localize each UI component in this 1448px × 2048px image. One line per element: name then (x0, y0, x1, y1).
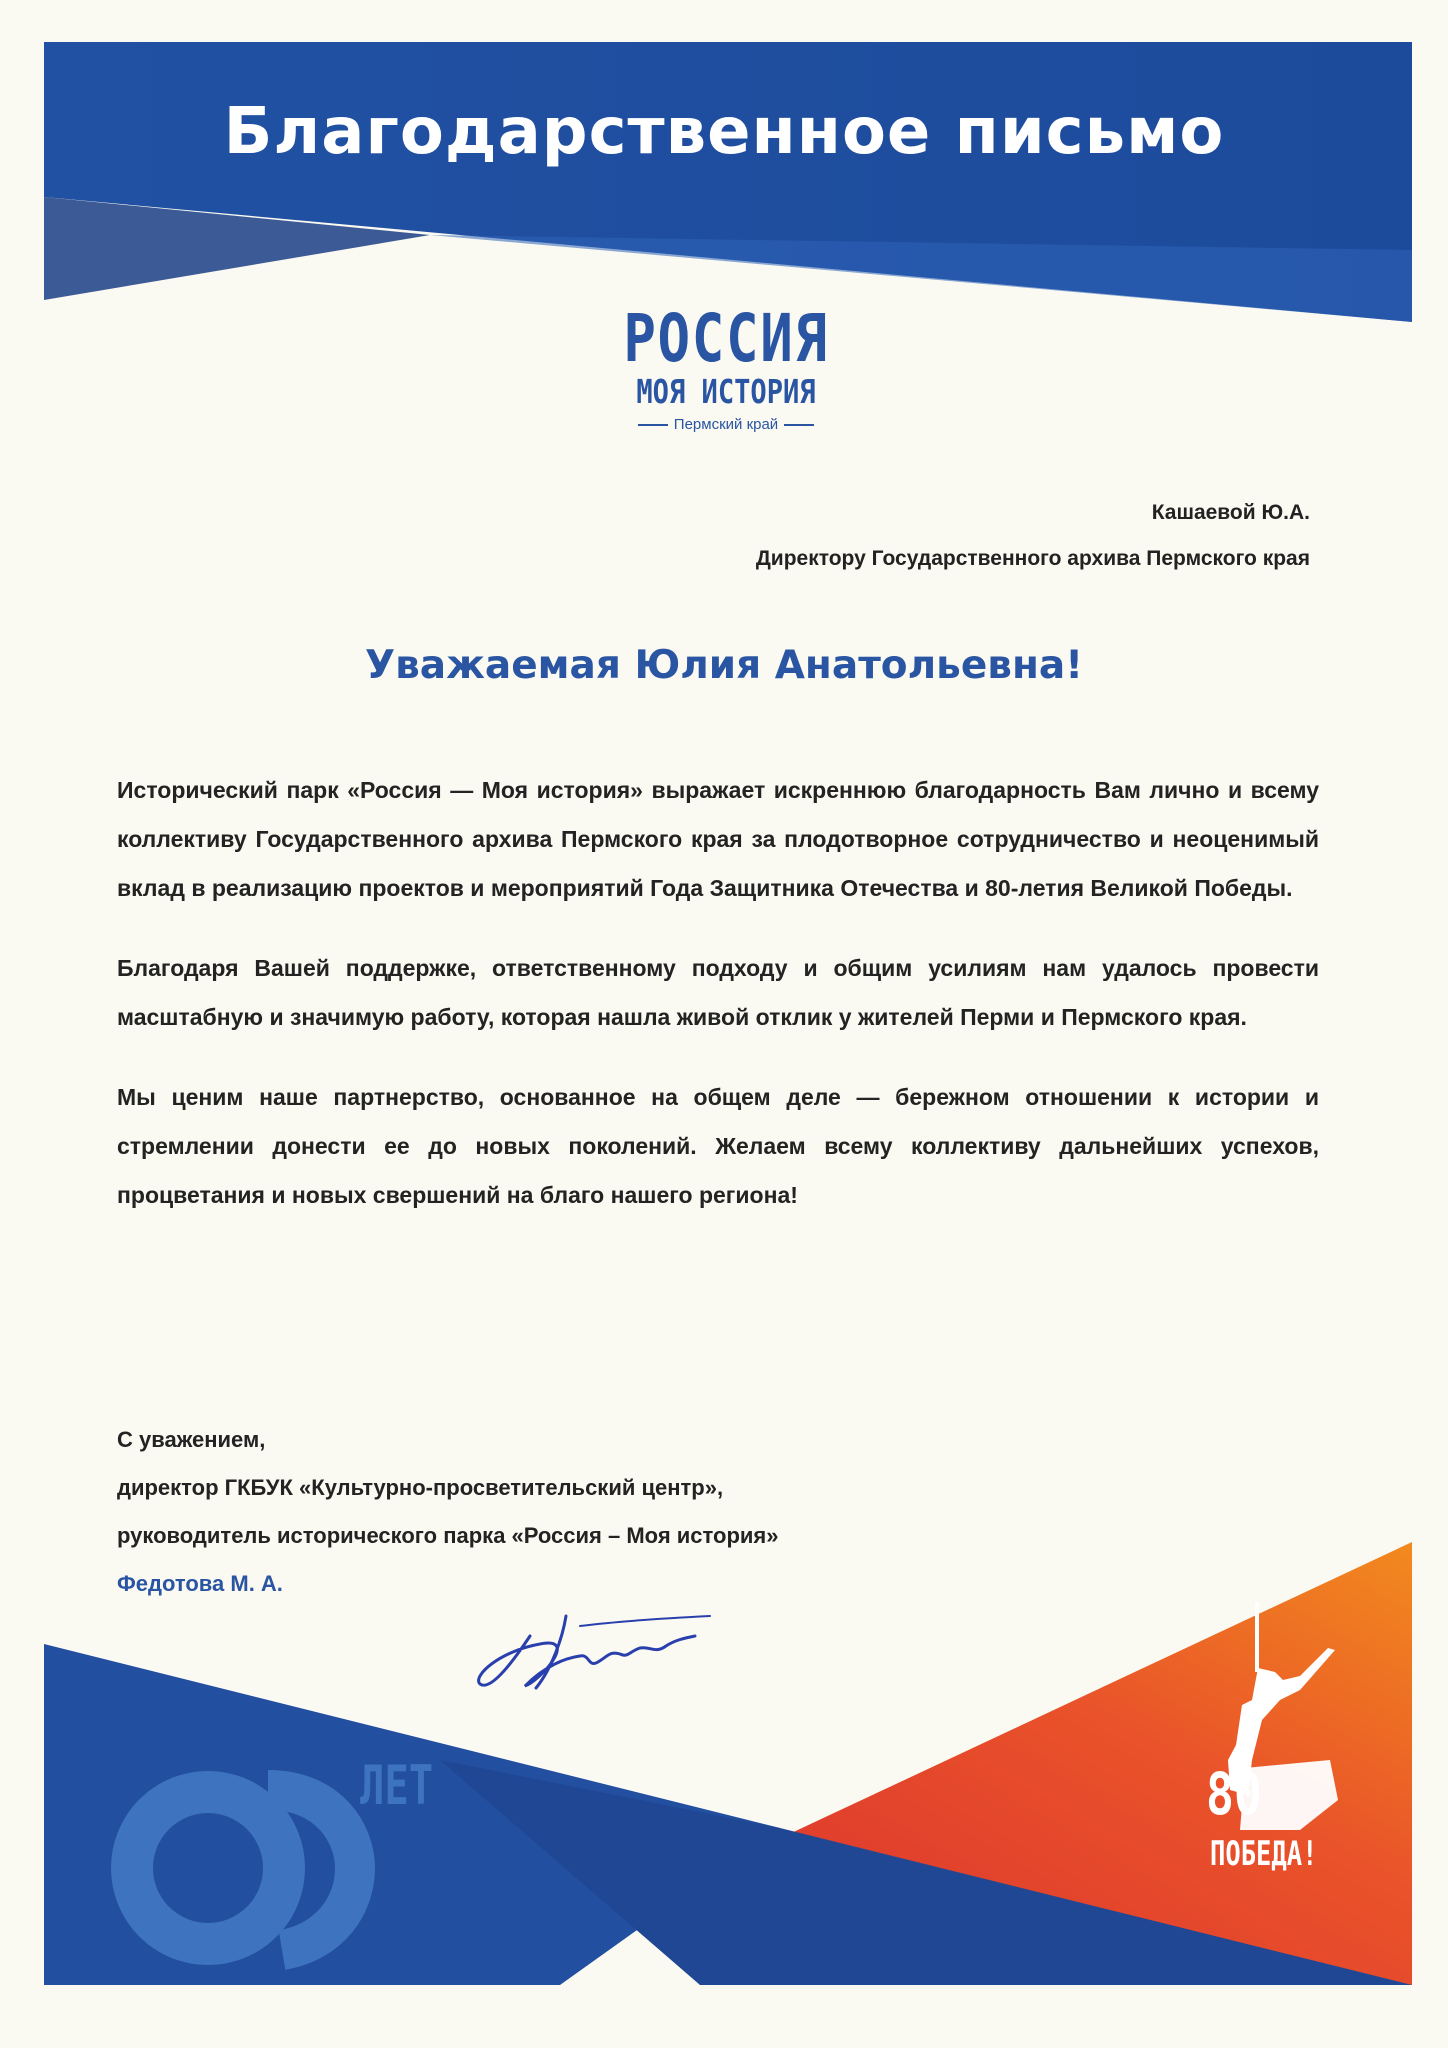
closing-title-1: директор ГКБУК «Культурно-просветительский центр», (117, 1475, 724, 1500)
closing-block (117, 1416, 778, 1608)
addressee-position: Директору Государственного архива Пермского края (755, 547, 1310, 570)
header-band-highlight (430, 235, 1412, 322)
body-paragraph: Мы ценим наше партнерство, основанное на общем деле — бережном отношении к истории и стремлении донести ее до новых поколений. Желаем всему коллективу дальнейших успехов, процветания и новых свершений на благо нашего региона! (117, 1084, 1319, 1208)
anniversary-word: ЛЕТ (360, 1754, 434, 1817)
addressee-block (756, 490, 1310, 582)
letter-title: Благодарственное письмо (223, 95, 1225, 169)
logo-line-2: МОЯ ИСТОРИЯ (636, 372, 816, 411)
victory-word: ПОБЕДА! (1210, 1834, 1318, 1874)
handwritten-signature (470, 1596, 740, 1706)
closing-regards: С уважением, (117, 1427, 266, 1452)
logo-line-3 (596, 412, 856, 438)
russia-my-history-logo (596, 300, 856, 438)
salutation: Уважаемая Юлия Анатольевна! (365, 643, 1083, 688)
addressee-name: Кашаевой Ю.А. (1151, 501, 1310, 524)
body-paragraph: Исторический парк «Россия — Моя история» выражает искреннюю благодарность Вам лично и всему коллективу Государственного архива Пермского края за плодотворное сотрудничество и неоценимый вклад в реализацию проектов и мероприятий Года Защитника Отечества и 80-летия Великой Победы. (117, 777, 1319, 901)
signer-name: Федотова М. А. (117, 1571, 283, 1596)
body-paragraph: Благодаря Вашей поддержке, ответственному подходу и общим усилиям нам удалось провести масштабную и значимую работу, которая нашла живой отклик у жителей Перми и Пермского края. (117, 955, 1319, 1030)
closing-title-2: руководитель исторического парка «Россия – Моя история» (117, 1523, 779, 1548)
letter-body (117, 766, 1319, 1251)
victory-number: 80 (1206, 1760, 1262, 1828)
logo-region: Пермский край (673, 416, 779, 433)
logo-line-1: РОССИЯ (623, 300, 829, 377)
